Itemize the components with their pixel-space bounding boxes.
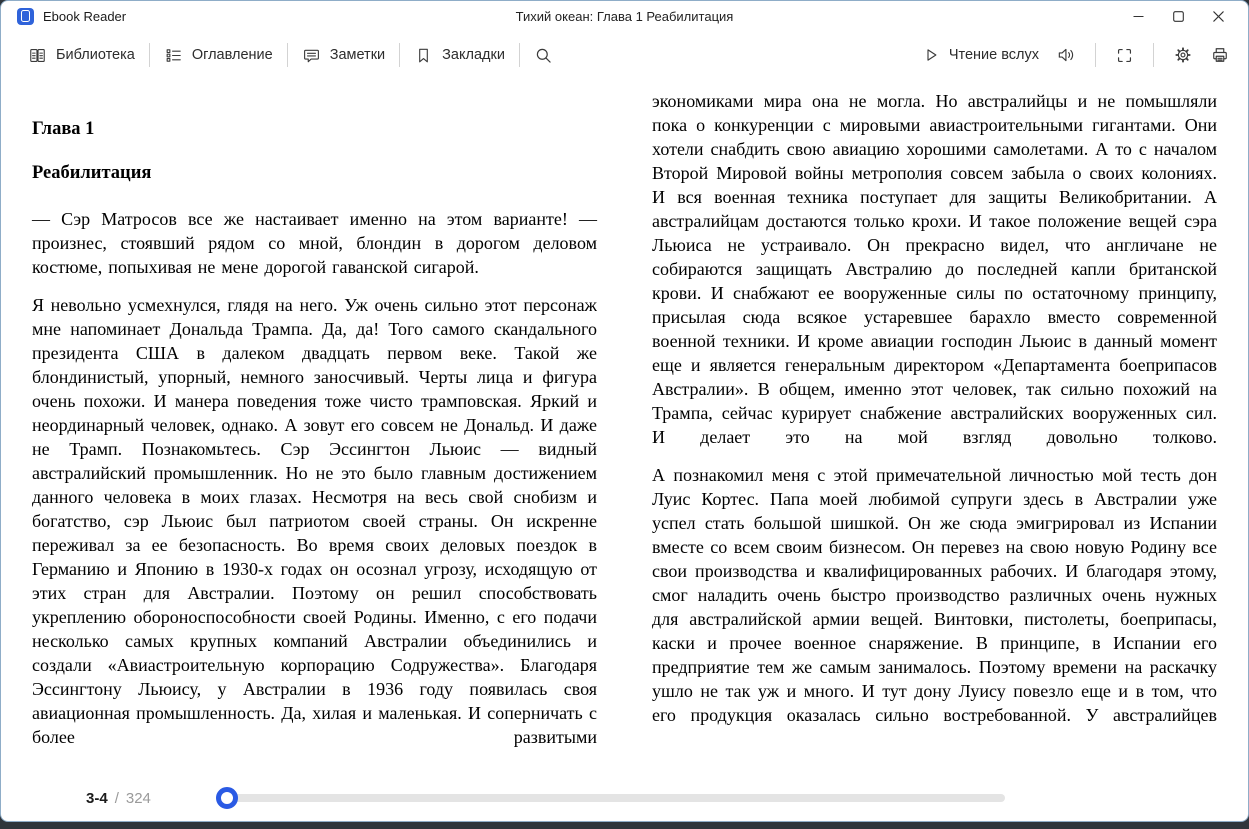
minimize-button[interactable] (1118, 3, 1158, 29)
book-paragraph: Я невольно усмехнулся, глядя на него. Уж очень сильно этот персонаж мне напоминает Дональда Трампа. Да, да! Того самого скандального президента США в далеком двадцать первом веке. Такой же блондинистый, упорный, немного заносчивый. Черты лица и фигура очень похожи. И манера поведения тоже чисто трамповская. Яркий и неординарный человек, однако. А зовут его совсем не Дональд. И даже не Трамп. Познакомьтесь. Сэр Эссингтон Льюис — видный австралийский промышленник. Но не это было главным достижением данного человека в моих глазах. Несмотря на весь свой снобизм и богатство, сэр Льюис был патриотом своей страны. Он искренне переживал за ее безопасность. Во время своих деловых поездок в Германию и Японию в 1930-х годах он осознал угрозу, исходящую от этих стран для Австралии. Поэтому он решил способствовать укреплению обороноспособности своей Родины. Именно, с его подачи несколько самых крупных компаний Австралии объединились и создали «Авиастроительную корпорацию Содружества». Благодаря Эссингтону Льюису, у Австралии в 1936 году появилась своя авиационная промышленность. Да, хилая и маленькая. И соперничать с более развитыми (32, 295, 597, 747)
notes-label: Заметки (329, 47, 386, 63)
bookmark-icon (414, 46, 433, 65)
app-logo-icon (17, 8, 34, 25)
search-button[interactable] (534, 46, 553, 65)
speech-bubble-icon (302, 46, 321, 65)
fullscreen-button[interactable] (1115, 46, 1134, 65)
app-title: Ebook Reader (43, 8, 127, 24)
close-button[interactable] (1198, 3, 1238, 29)
book-paragraph: А познакомил меня с этой примечательной личностью мой тесть дон Луис Кортес. Папа моей любимой супруги здесь в Австралии уже успел стать большой шишкой. Он же сюда эмигрировал из Испании вместе со всем своим бизнесом. Он перевез на свою новую Родину все свои производства и квалифицированных рабочих. И благодаря этому, смог наладить очень быстро производство различных очень нужных для австралийской армии вещей. Винтовки, пистолеты, боеприпасы, каски и прочее военное снаряжение. В принципе, в Испании его предприятие тем же самым занималось. Поэтому времени на раскачку ушло не так уж и много. И тут дону Луису повезло еще и в том, что его продукция оказалась сильно востребованной. У австралийцев (652, 465, 1217, 725)
bookmarks-button[interactable] (414, 46, 505, 65)
toc-button[interactable] (164, 46, 273, 65)
bookmarks-label: Закладки (442, 47, 505, 63)
toolbar-divider (149, 43, 150, 67)
volume-button[interactable] (1056, 45, 1076, 65)
current-pages: 3-4 (86, 789, 108, 807)
page-indicator (86, 790, 151, 807)
chapter-title-heading: Реабилитация (32, 163, 152, 183)
library-button[interactable] (28, 46, 135, 65)
corner-brackets-icon (1115, 46, 1134, 65)
footer (1, 765, 1248, 821)
print-button[interactable] (1210, 45, 1230, 65)
printer-icon (1210, 45, 1230, 65)
book-paragraph: — Сэр Матросов все же настаивает именно на этом варианте! — произнес, стоявший рядом со мной, блондин в дорогом деловом костюме, попыхивая не мене дорогой гаванской сигарой. (32, 209, 597, 277)
chapter-number-heading: Глава 1 (32, 119, 95, 139)
toolbar-divider (519, 43, 520, 67)
titlebar (1, 1, 1248, 31)
play-icon (922, 46, 940, 64)
toolbar (1, 31, 1248, 79)
speaker-icon (1056, 45, 1076, 65)
window-controls (1118, 3, 1238, 29)
toolbar-divider (1153, 43, 1154, 67)
open-book-icon (28, 46, 47, 65)
page-right (652, 85, 1217, 765)
toolbar-divider (287, 43, 288, 67)
toolbar-divider (399, 43, 400, 67)
toc-label: Оглавление (191, 47, 273, 63)
page-separator: / (114, 789, 119, 807)
maximize-button[interactable] (1158, 3, 1198, 29)
slider-track[interactable] (217, 794, 1005, 802)
toolbar-divider (1095, 43, 1096, 67)
settings-button[interactable] (1173, 45, 1193, 65)
total-pages: 324 (125, 789, 151, 807)
book-paragraph: экономиками мира она не могла. Но австралийцы и не помышляли пока о конкуренции с мировыми авиастроительными гигантами. Они хотели снабдить свою авиацию хорошими самолетами. А то с началом Второй Мировой войны метрополия совсем забыла о своих колониях. И вся военная техника поступает для защиты Великобритании. А австралийцам достаются только крохи. И такое положение вещей сэра Льюиса не устраивало. Он прекрасно видел, что англичане не собираются защищать Австралию до последней капли британской крови. И снабжают ее вооруженные силы по остаточному принципу, присылая сюда всякое устаревшее барахло вместо современной военной техники. И кроме авиации господин Льюис в данный момент еще и является генеральным директором «Департамента боеприпасов Австралии». В общем, именно этот человек, так сильно похожий на Трампа, сейчас курирует снабжение австралийских вооруженных сил. И делает это на мой взгляд довольно толково. (652, 91, 1217, 447)
gear-icon (1173, 45, 1193, 65)
read-aloud-label: Чтение вслух (948, 47, 1039, 63)
slider-thumb[interactable] (216, 787, 238, 809)
progress-slider[interactable] (217, 787, 1005, 809)
book-glyph (21, 10, 30, 22)
bulleted-list-icon (164, 46, 183, 65)
magnifier-icon (534, 46, 553, 65)
read-aloud-button[interactable] (922, 46, 1039, 64)
toolbar-right (922, 43, 1230, 67)
notes-button[interactable] (302, 46, 385, 65)
document-title: Тихий океан: Глава 1 Реабилитация (515, 8, 734, 24)
page-left (32, 85, 597, 765)
book-spread (1, 79, 1248, 765)
library-label: Библиотека (56, 47, 135, 63)
